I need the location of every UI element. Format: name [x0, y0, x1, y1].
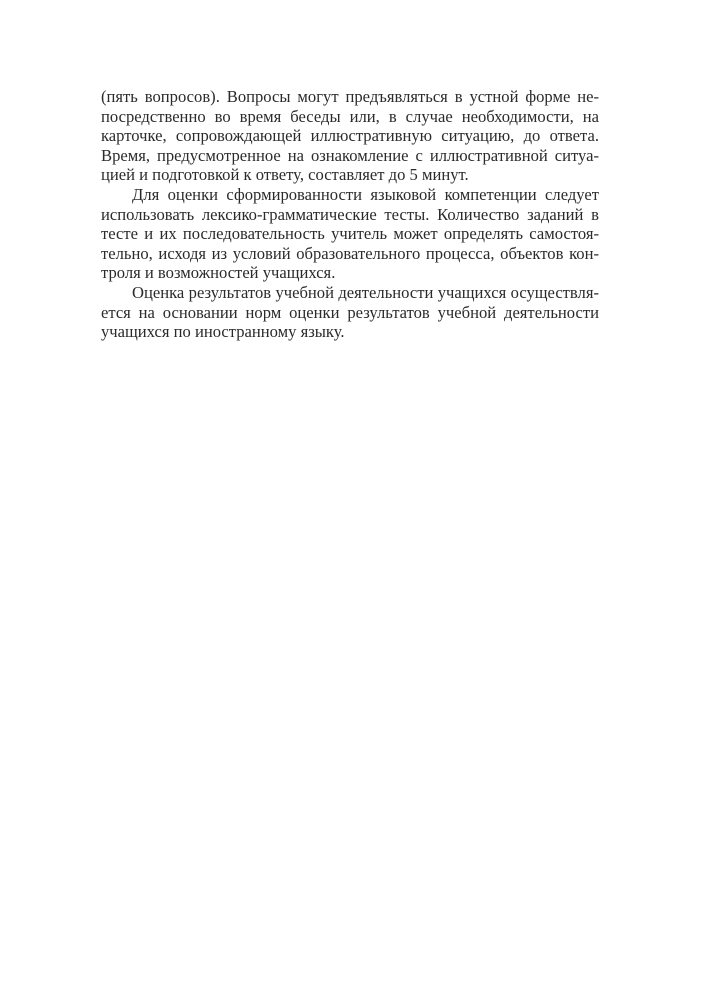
text-line: карточке, сопровождающей иллюстративную ситуацию, до ответа. — [101, 126, 599, 146]
text-line: тесте и их последовательность учитель может определять самостоя- — [101, 224, 599, 244]
text-line: Для оценки сформированности языковой компетенции следует — [132, 184, 599, 204]
text-line: (пять вопросов). Вопросы могут предъявляться в устной форме не- — [101, 87, 599, 106]
body-text — [101, 87, 599, 342]
text-line: ется на основании норм оценки результатов учебной деятельности — [101, 302, 599, 322]
text-line: учащихся по иностранному языку. — [101, 322, 345, 342]
text-line: посредственно во время беседы или, в случае необходимости, на — [101, 106, 599, 126]
text-line: цией и подготовкой к ответу, составляет до 5 минут. — [101, 165, 469, 185]
text-line: использовать лексико-грамматические тесты. Количество заданий в — [101, 204, 599, 224]
paragraph-3 — [101, 283, 599, 342]
text-line: Оценка результатов учебной деятельности учащихся осуществля- — [132, 282, 599, 302]
text-line: Время, предусмотренное на ознакомление с иллюстративной ситуа- — [101, 145, 599, 165]
paragraph-2 — [101, 185, 599, 283]
text-line: троля и возможностей учащихся. — [101, 263, 336, 283]
text-line: тельно, исходя из условий образовательного процесса, объектов кон- — [101, 243, 599, 263]
paragraph-1 — [101, 87, 599, 185]
